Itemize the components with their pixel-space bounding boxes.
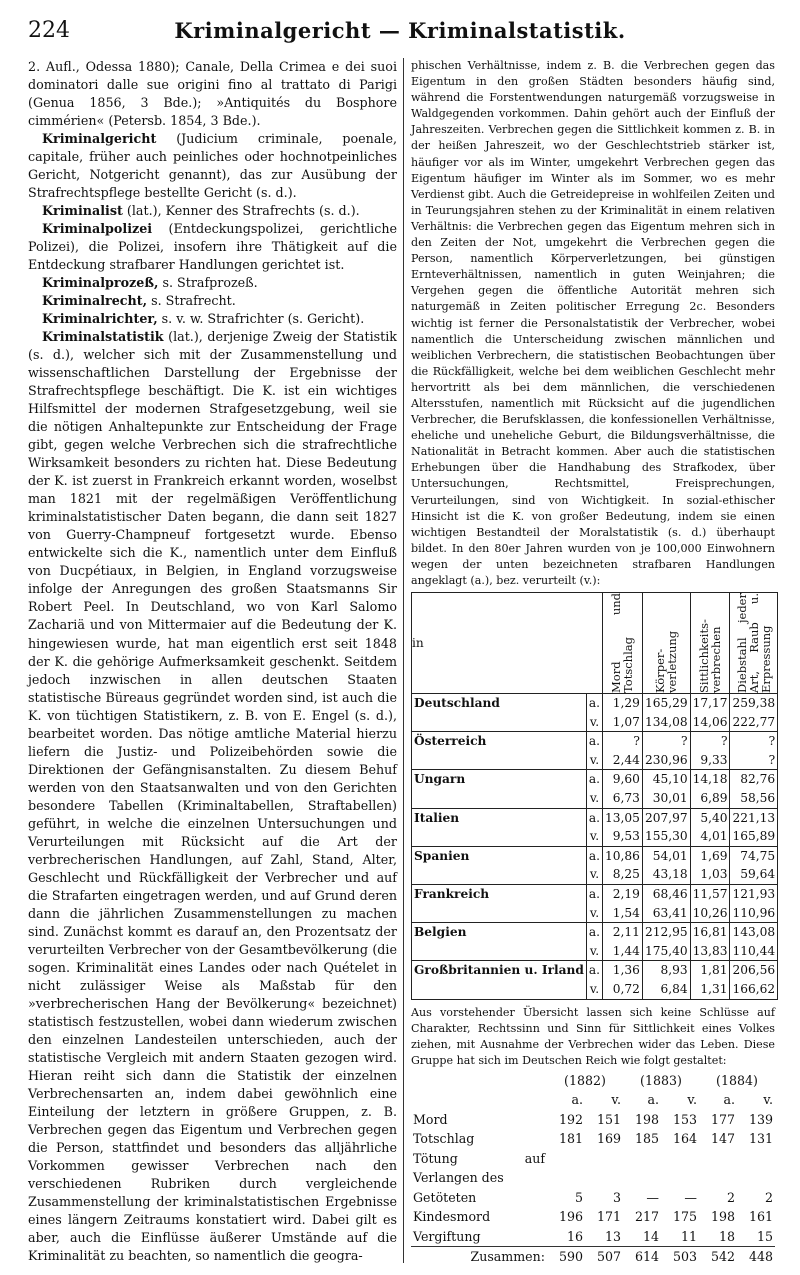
total-value: 448 [737,1247,775,1267]
cell-value: 54,01 [642,846,690,865]
cell-value: 82,76 [730,770,778,789]
cell-value: 143,08 [730,923,778,942]
page-header [0,14,800,46]
cell-value: 161 [748,1209,773,1225]
entry-text: (Judicium criminale, poenale, capitale, früher auch peinliches oder hochnotpeinliches Gericht, Notgericht genannt), das zur Ausübung der Strafrechtspflege bestellte Gericht (s. d.). [28,131,397,201]
cell-value: 171 [596,1209,621,1225]
cell-value: 16,81 [690,923,730,942]
table-row [412,980,778,999]
cell-value: 9,60 [603,770,643,789]
table-row [412,885,778,904]
cell-value: 63,41 [642,904,690,923]
cell-value: 16 [566,1228,583,1244]
cell-value [661,1149,699,1188]
cell-value: 14,06 [690,713,730,732]
table-row [412,808,778,827]
total-value: 542 [699,1247,737,1267]
table-row [411,1227,775,1247]
cell-value: 2 [726,1189,735,1205]
entry-text: (Entdeckungspolizei, gerichtliche Polizei), die Polizei, insofern ihre Thätigkeit auf die Entdeckung strafbarer Handlungen gerichtet ist. [28,221,397,273]
total-value: 503 [661,1247,699,1267]
cell-value: 139 [748,1111,773,1127]
cell-value: 198 [634,1111,659,1127]
av-mark: a. [586,885,602,904]
cell-value: 212,95 [642,923,690,942]
cell-value: 8,25 [603,865,643,884]
left-column [28,58,397,1265]
cell-value: 1,29 [603,694,643,713]
cell-value: 10,86 [603,846,643,865]
cell-value: 155,30 [642,827,690,846]
cell-value: 230,96 [642,751,690,770]
running-title: Kriminalgericht — Kriminalstatistik. [174,18,626,43]
row-label: Mord [413,1111,448,1127]
cell-value: 5,40 [690,808,730,827]
av-label: v. [763,1092,773,1108]
cell-value: 121,93 [730,885,778,904]
table-row [412,732,778,751]
cell-value: 196 [558,1209,583,1225]
country-name: Spanien [412,846,587,865]
total-value: 614 [623,1247,661,1267]
country-name: Frankreich [412,885,587,904]
cell-value: 1,31 [690,980,730,999]
entry-keyword: Kriminalprozeß, [42,275,159,291]
cell-value: 175,40 [642,942,690,961]
cell-value: 2,11 [603,923,643,942]
cell-value: 198 [710,1209,735,1225]
cell-value: 165,29 [642,694,690,713]
crime-rate-table [411,592,778,1000]
paragraph-conclusion: Aus vorstehender Übersicht lassen sich keine Schlüsse auf Charakter, Rechtssinn und Sinn für Sittlichkeit eines Volkes ziehen, mit Ausnahme der Verbrechen wider das Leben. Diese Gruppe hat sich im Deutschen Reich wie folgt gestaltet: [411,1005,775,1067]
cell-value: 8,93 [642,961,690,980]
cell-value [585,1149,623,1188]
entry-kriminalist [28,202,397,220]
entry-text: (lat.), derjenige Zweig der Statistik (s. d.), welcher sich mit der Zusammenstellung und wissenschaftlichen Darstellung der Ergebnisse der Strafrechtspflege beschäftigt. Die K. ist ein wichtiges Hilfsmittel der modernen Strafgesetzgebung, weil sie die nötigen Anhaltepunkte zur Entscheidung der Frage gibt, gegen welche Verbrechen sich die strafrechtliche Wirksamkeit besonders zu richten hat. Diese Bedeutung der K. ist zuerst in Frankreich erkannt worden, woselbst man 1821 mit der regelmäßigen Veröffentlichung kriminalstatistischer Daten begann, die dann seit 1827 von Guerry-Champneuf fortgesetzt wurde. Ebenso entwickelte sich die K., namentlich unter dem Einfluß von Ducpétiaux, in Belgien, in England vorzugsweise infolge der Anregungen des großen Staatsmanns Sir Robert Peel. In Deutschland, wo von Karl Salomo Zachariä und von Mittermaier auf die Bedeutung der K. hingewiesen wurde, hat man eigentlich erst seit 1848 der K. die gehörige Aufmerksamkeit geschenkt. Seitdem jedoch inzwischen in allen deutschen Staaten statistische Büreaus gegründet worden sind, ist auch die K. von tüchtigen Statistikern, z. B. von E. Engel (s. d.), bearbeitet worden. Das nötige amtliche Material hierzu liefern die Justiz- und Polizeibehörden sowie die Direktionen der Gefängnisanstalten. Zu diesem Behuf werden von den Staatsanwalten und von den Gerichten besondere Tabellen (Kriminaltabellen, Straftabellen) geführt, in welche die einzelnen Untersuchungen und Verurteilungen mit Rücksicht auf die Art der verbrecherischen Handlungen, auf Zahl, Stand, Alter, Geschlecht und Rückfälligkeit der Verbrecher und auf die Strafarten eingetragen werden, und auf Grund deren dann die jährlichen Zusammenstellungen zu machen sind. Zunächst kommt es darauf an, den Prozentsatz der verurteilten Verbrecher von der Gesamtbevölkerung (die sogen. Kriminalität eines Landes oder nach Quételet in nicht zulässiger Weise als Maßstab für den »verbrecherischen Hang der Bevölkerung« bezeichnet) statistisch festzustellen, wobei dann wiederum zwischen den einzelnen Landesteilen unterschieden, auch der statistische Vergleich mit andern Staaten gezogen wird. Hieran reiht sich dann die Statistik der einzelnen Verbrechensarten an, indem dabei gewöhnlich eine Einteilung der letztern in größere Gruppen, z. B. Verbrechen gegen das Eigentum und Verbrechen gegen die Person, stattfindet und besonders das alljährliche Vorkommen gewisser Verbrechen nach den verschiedenen Rubriken durch vergleichende Zusammenstellung der kriminalstatistischen Ergebnisse eines längern Zeitraums konstatiert wird. Dabei gilt es aber, auch die Einflüsse äußerer Umstände auf die Kriminalität zu beachten, so namentlich die geogra- [28,329,397,1264]
cell-value: 166,62 [730,980,778,999]
av-label: v. [687,1092,697,1108]
column-header: Körper-verletzung [642,593,690,694]
entry-keyword: Kriminalstatistik [42,329,164,345]
table-row [412,904,778,923]
country-name [412,827,587,846]
cell-value: 207,97 [642,808,690,827]
cell-value: 2 [764,1189,773,1205]
cell-value: 13 [604,1228,621,1244]
cell-value: 6,84 [642,980,690,999]
av-mark: a. [586,961,602,980]
cell-value: ? [642,732,690,751]
total-row [411,1247,775,1267]
column-header-in: in [412,593,603,694]
table-row [412,713,778,732]
year-label: (1882) [564,1072,606,1088]
cell-value [699,1149,737,1188]
cell-value: ? [603,732,643,751]
column-separator [403,58,404,1263]
country-name: Großbritannien u. Irland [412,961,587,980]
cell-value: ? [730,751,778,770]
cell-value: 11 [680,1228,697,1244]
cell-value: 175 [672,1209,697,1225]
cell-value: 131 [748,1131,773,1147]
cell-value: 13,05 [603,808,643,827]
row-label: Vergiftung [413,1228,481,1244]
cell-value: 151 [596,1111,621,1127]
av-mark: a. [586,808,602,827]
country-name [412,904,587,923]
cell-value: 58,56 [730,789,778,808]
entry-text: s. Strafprozeß. [162,275,258,291]
cell-value: 45,10 [642,770,690,789]
av-mark: a. [586,846,602,865]
cell-value: 43,18 [642,865,690,884]
cell-value: 11,57 [690,885,730,904]
table-row [412,789,778,808]
cell-value: 15 [756,1228,773,1244]
total-label: Zusammen: [411,1247,547,1267]
cell-value: 17,17 [690,694,730,713]
av-label: v. [611,1092,621,1108]
country-name [412,942,587,961]
cell-value: 259,38 [730,694,778,713]
entry-text: s. v. w. Strafrichter (s. Gericht). [161,311,365,327]
cell-value: 6,73 [603,789,643,808]
cell-value: 74,75 [730,846,778,865]
country-name: Österreich [412,732,587,751]
right-column [411,58,775,1267]
cell-value: 2,19 [603,885,643,904]
column-header: Mord und Totschlag [603,593,643,694]
cell-value: 0,72 [603,980,643,999]
cell-value: 185 [634,1131,659,1147]
av-mark: a. [586,732,602,751]
entry-kriminalgericht [28,130,397,202]
av-mark: a. [586,770,602,789]
table-row [411,1110,775,1130]
cell-value: 110,96 [730,904,778,923]
cell-value: 222,77 [730,713,778,732]
cell-value: 9,53 [603,827,643,846]
entry-text: s. Strafrecht. [151,293,236,309]
cell-value: 5 [574,1189,583,1205]
av-mark: v. [586,942,602,961]
column-header: Diebstahl jeder Art, Raub u. Erpressung [730,593,778,694]
country-name: Deutschland [412,694,587,713]
av-label: a. [571,1092,583,1108]
country-name [412,713,587,732]
cell-value: 147 [710,1131,735,1147]
table-row [412,827,778,846]
cell-value: 3 [612,1189,621,1205]
cell-value: 1,54 [603,904,643,923]
total-value: 507 [585,1247,623,1267]
table-header-row [412,593,778,694]
cell-value: ? [690,732,730,751]
table-row [412,961,778,980]
paragraph-krim-continuation: 2. Aufl., Odessa 1880); Canale, Della Crimea e dei suoi dominatori dalle sue origini fino al trattato di Parigi (Genua 1856, 3 Bde.); »Antiquités du Bosphore cimmérien« (Petersb. 1854, 3 Bde.). [28,59,397,129]
av-mark: v. [586,827,602,846]
cell-value: 9,33 [690,751,730,770]
country-name [412,789,587,808]
entry-keyword: Kriminalrichter, [42,311,158,327]
cell-value: 110,44 [730,942,778,961]
cell-value: 221,13 [730,808,778,827]
av-row [411,1090,775,1110]
homicide-table [411,1071,775,1267]
entry-kriminalrichter [28,310,397,328]
cell-value: 1,81 [690,961,730,980]
entry-kriminalpolizei [28,220,397,274]
cell-value: 14,18 [690,770,730,789]
cell-value: 153 [672,1111,697,1127]
cell-value: 165,89 [730,827,778,846]
entry-keyword: Kriminalpolizei [42,221,153,237]
cell-value: — [684,1189,697,1205]
cell-value: 6,89 [690,789,730,808]
country-name: Ungarn [412,770,587,789]
cell-value: 169 [596,1131,621,1147]
country-name [412,865,587,884]
table-row [412,865,778,884]
row-label: Getöteten [413,1189,477,1205]
av-mark: v. [586,713,602,732]
cell-value: ? [730,732,778,751]
year-label: (1884) [716,1072,758,1088]
av-mark: v. [586,980,602,999]
cell-value: 134,08 [642,713,690,732]
total-value: 590 [547,1247,585,1267]
paragraph-continuation: phischen Verhältnisse, indem z. B. die Verbrechen gegen das Eigentum in den großen Städten besonders häufig sind, während die Forstentwendungen naturgemäß vorzugsweise in Waldgegenden vorkommen. Dahin gehört auch der Einfluß der Jahreszeiten. Verbrechen gegen die Sittlichkeit kommen z. B. in der heißen Jahreszeit, wo der Geschlechtstrieb stärker ist, häufiger vor als im Winter, umgekehrt Verbrechen gegen das Eigentum häufiger im Winter als im Sommer, wo es mehr Verdienst gibt. Auch die Getreidepreise in wohlfeilen Zeiten und in Teurungsjahren stehen zu der Kriminalität in einem relativen Verhältnis: die Verbrechen gegen das Eigentum mehren sich in den Zeiten der Not, umgekehrt die Verbrechen gegen die Person, namentlich Körperverletzungen, bei günstigen Ernteverhältnissen, namentlich in guten Weinjahren; die Vergehen gegen die öffentliche Autorität mehren sich naturgemäß in Zeiten politischer Erregung 2c. Besonders wichtig ist ferner die Personalstatistik der Verbrecher, wobei namentlich die Unterscheidung zwischen männlichen und weiblichen Verbrechern, die statistischen Beobachtungen über die Rückfälligkeit, welche bei dem weiblichen Geschlecht mehr hervortritt als bei dem männlichen, die verschiedenen Altersstufen, namentlich mit Rücksicht auf die jugendlichen Verbrecher, die Berufsklassen, die konfessionellen Verhältnisse, eheliche und uneheliche Geburt, die Bildungsverhältnisse, die Nationalität in Betracht kommen. Aber auch die statistischen Erhebungen über die Handhabung des Strafkodex, über Untersuchungen, Rechtsmittel, Freisprechungen, Verurteilungen, sind von Wichtigkeit. In sozial-ethischer Hinsicht ist die K. von großer Bedeutung, indem sie einen wichtigen Bestandteil der Moralstatistik (s. d.) überhaupt bildet. In den 80er Jahren wurden von je 100,000 Einwohnern wegen der unten bezeichneten strafbaren Handlungen angeklagt (a.), bez. verurteilt (v.): [411,59,775,587]
entry-kriminalstatistik [28,328,397,1265]
table-row [412,846,778,865]
cell-value: — [646,1189,659,1205]
row-label: Kindesmord [413,1209,491,1225]
cell-value: 4,01 [690,827,730,846]
country-name: Belgien [412,923,587,942]
cell-value: 18 [718,1228,735,1244]
year-row [411,1071,775,1091]
entry-kriminalrecht [28,292,397,310]
table-row [411,1207,775,1227]
cell-value: 59,64 [730,865,778,884]
cell-value: 217 [634,1209,659,1225]
table-row [411,1188,775,1208]
table-row [411,1129,775,1149]
entry-keyword: Kriminalist [42,203,123,219]
table-row [411,1149,775,1188]
column-header: Sittlichkeits-verbrechen [690,593,730,694]
entry-keyword: Kriminalgericht [42,131,157,147]
table-row [412,942,778,961]
cell-value: 14 [642,1228,659,1244]
cell-value: 1,44 [603,942,643,961]
cell-value [547,1149,585,1188]
entry-keyword: Kriminalrecht, [42,293,148,309]
table-row [412,770,778,789]
cell-value: 13,83 [690,942,730,961]
table-row [412,923,778,942]
cell-value: 1,03 [690,865,730,884]
row-label: Tötung auf Verlangen des [413,1150,545,1186]
table-row [412,751,778,770]
av-mark: v. [586,751,602,770]
row-label: Totschlag [413,1131,475,1147]
cell-value: 68,46 [642,885,690,904]
entry-text: (lat.), Kenner des Strafrechts (s. d.). [126,203,360,219]
cell-value: 2,44 [603,751,643,770]
av-mark: v. [586,865,602,884]
cell-value: 181 [558,1131,583,1147]
cell-value: 1,36 [603,961,643,980]
av-label: a. [647,1092,659,1108]
table-row [412,694,778,713]
page-number: 224 [28,18,70,43]
entry-kriminalprozess [28,274,397,292]
country-name: Italien [412,808,587,827]
av-mark: a. [586,694,602,713]
cell-value: 192 [558,1111,583,1127]
cell-value [737,1149,775,1188]
cell-value: 177 [710,1111,735,1127]
cell-value: 164 [672,1131,697,1147]
cell-value: 1,07 [603,713,643,732]
country-name [412,751,587,770]
av-mark: a. [586,923,602,942]
year-label: (1883) [640,1072,682,1088]
av-mark: v. [586,789,602,808]
cell-value: 30,01 [642,789,690,808]
av-label: a. [723,1092,735,1108]
cell-value: 10,26 [690,904,730,923]
country-name [412,980,587,999]
cell-value [623,1149,661,1188]
av-mark: v. [586,904,602,923]
cell-value: 1,69 [690,846,730,865]
cell-value: 206,56 [730,961,778,980]
